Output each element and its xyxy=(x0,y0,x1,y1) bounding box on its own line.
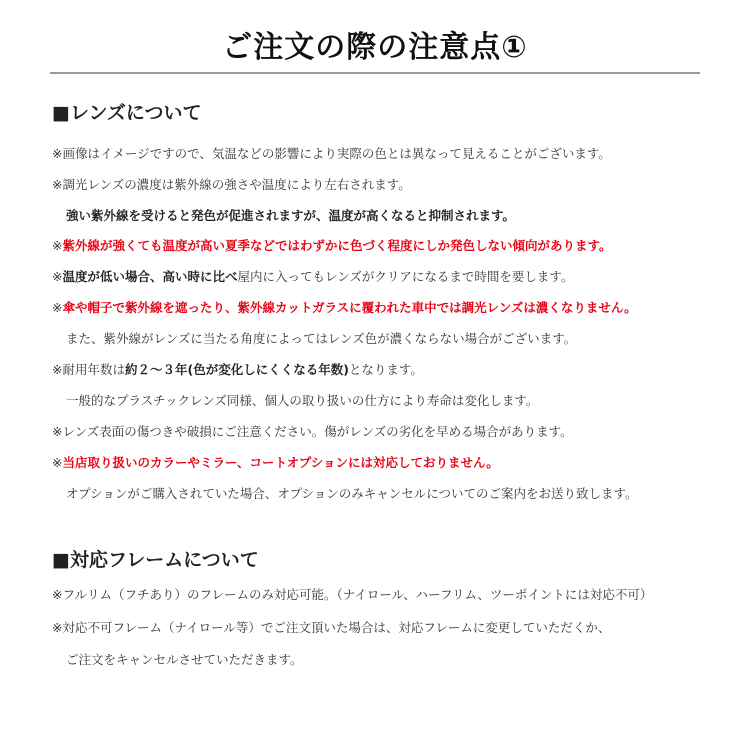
lens-note-8-warning: ※当店取り扱いのカラーやミラー、コートオプションには対応しておりません。 xyxy=(52,455,499,470)
lens-note-1: ※画像はイメージですので、気温などの影響により実際の色とは異なって見えることがございます。 xyxy=(52,146,611,161)
page-title: ご注文の際の注意点① xyxy=(222,30,528,65)
lens-note-5-warning: ※傘や帽子で紫外線を遮ったり、紫外線カットガラスに覆われた車中では調光レンズは濃くなりません。 xyxy=(52,300,637,315)
frame-note-2: ※対応不可フレーム（ナイロール等）でご注文頂いた場合は、対応フレームに変更していただくか、 xyxy=(52,620,611,635)
lens-note-2: ※調光レンズの濃度は紫外線の強さや温度により左右されます。 xyxy=(52,177,411,192)
frame-note-1: ※フルリム（フチあり）のフレームのみ対応可能。（ナイロール、ハーフリム、ツーポイントには対応不可） xyxy=(52,587,653,602)
section-heading-lens: ■レンズについて xyxy=(52,102,202,124)
section-heading-frame: ■対応フレームについて xyxy=(52,549,259,571)
lens-note-4: ※温度が低い場合、高い時に比べ屋内に入ってもレンズがクリアになるまで時間を要します。 xyxy=(52,269,574,284)
lens-note-8-continued: オプションがご購入されていた場合、オプションのみキャンセルについてのご案内をお送り致します。 xyxy=(66,486,638,501)
lens-note-3-warning: ※紫外線が強くても温度が高い夏季などではわずかに色づく程度にしか発色しない傾向があります。 xyxy=(52,238,612,253)
lens-note-2-continued: 強い紫外線を受けると発色が促進されますが、温度が高くなると抑制されます。 xyxy=(66,208,516,223)
lens-note-5-continued: また、紫外線がレンズに当たる角度によってはレンズ色が濃くならない場合がございます。 xyxy=(66,331,577,346)
lens-note-6-lifespan: ※耐用年数は約２～３年(色が変化しにくくなる年数)となります。 xyxy=(52,362,423,377)
lens-note-6-continued: 一般的なプラスチックレンズ同様、個人の取り扱いの仕方により寿命は変化します。 xyxy=(66,393,539,408)
lens-note-7: ※レンズ表面の傷つきや破損にご注意ください。傷がレンズの劣化を早める場合があります。 xyxy=(52,424,573,439)
frame-note-2-continued: ご注文をキャンセルさせていただきます。 xyxy=(66,652,303,667)
title-divider xyxy=(50,72,700,74)
